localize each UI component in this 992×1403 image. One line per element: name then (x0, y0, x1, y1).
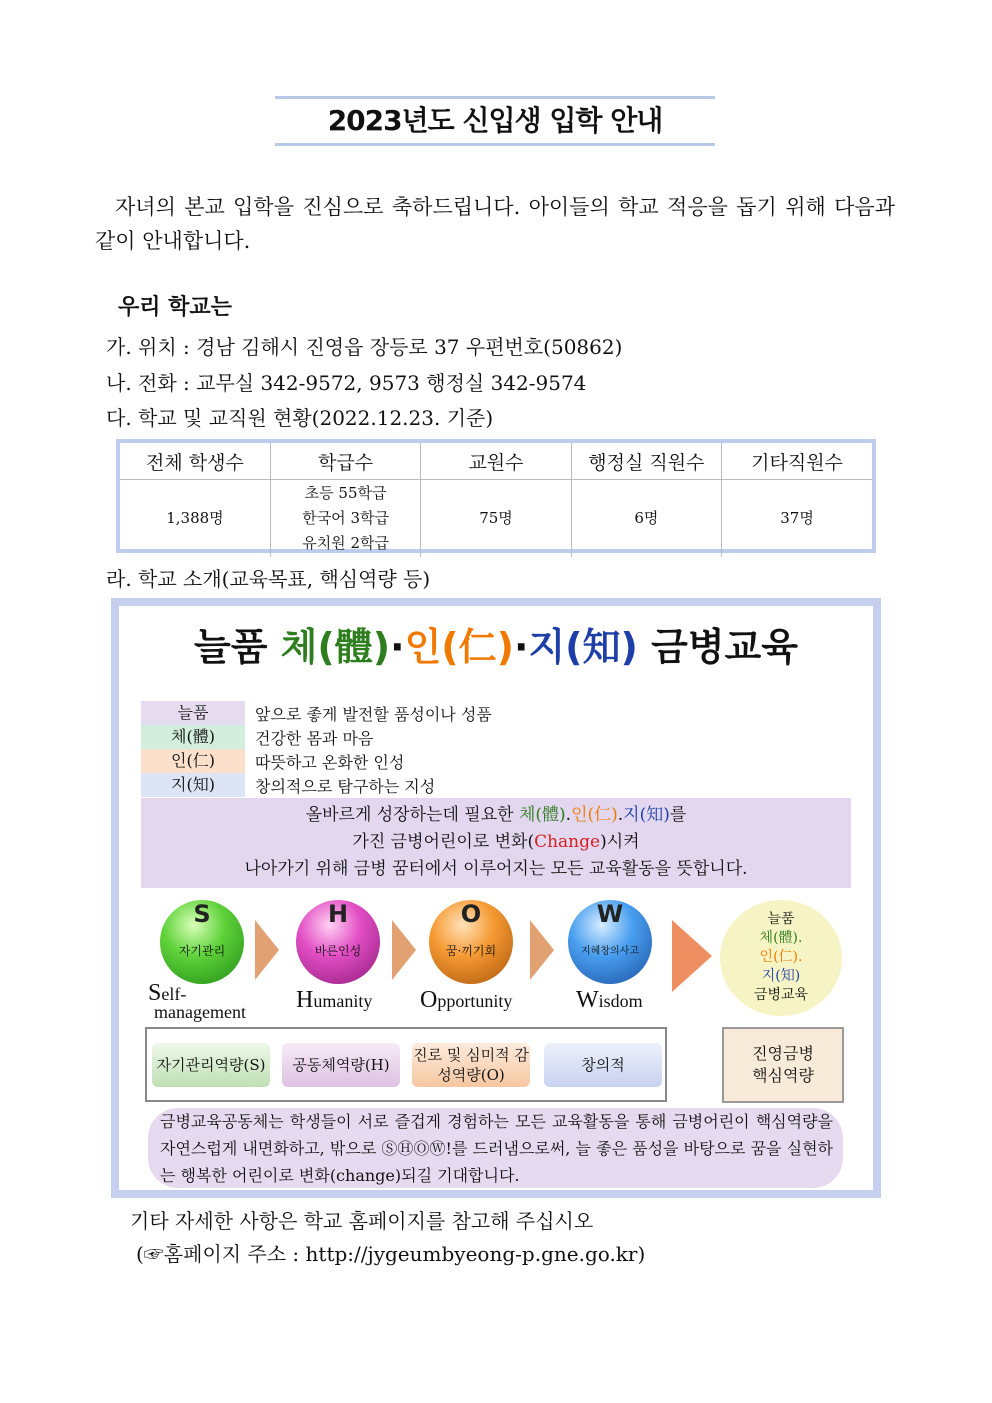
caption-rest: isdom (598, 991, 643, 1011)
purpose-line-2 (141, 829, 851, 856)
th-classes: 학급수 (270, 443, 420, 480)
show-orb-h (296, 900, 380, 984)
arrow-icon (392, 920, 416, 980)
orb-letter: H (327, 900, 349, 928)
motto-ji: 지(知) (528, 625, 638, 669)
definition-row (141, 725, 851, 749)
homepage-address: (☞홈페이지 주소 : http://jygeumbyeong-p.gne.go.kr) (136, 1242, 646, 1266)
definition-text: 앞으로 좋게 발전할 품성이나 성품 (255, 704, 492, 724)
arrow-icon (255, 920, 279, 980)
competency-career: 진로 및 심미적 감성역량(O) (412, 1043, 530, 1087)
school-status-heading: 다. 학교 및 교직원 현황(2022.12.23. 기준) (106, 406, 494, 430)
competency-self-management: 자기관리역량(S) (152, 1043, 270, 1087)
competency-creative: 창의적 (544, 1043, 662, 1087)
class-count-kindergarten: 유치원 2학급 (302, 534, 389, 552)
footer-note: 기타 자세한 사항은 학교 홈페이지를 참고해 주십시오 (130, 1209, 594, 1233)
goal-line: 금병교육 (753, 987, 809, 1003)
goal-in: 인(仁). (759, 949, 803, 965)
purpose-line-1 (141, 802, 851, 829)
show-caption-o (420, 987, 512, 1014)
purpose-text: 를 (669, 805, 687, 825)
th-other: 기타직원수 (722, 443, 872, 480)
purpose-text: 올바르게 성장하는데 필요한 (305, 805, 519, 825)
community-statement: 금병교육공동체는 학생들이 서로 즐겁게 경험하는 모든 교육활동을 통해 금병어린이 핵심역량을 자연스럽게 내면화하고, 밖으로 ⓈⒽⓄⓌ!를 드러냄으로써, 늘 좋은 품성을 바탕으로 꿈을 실현하는 행복한 어린이로 변화(change)되길 기대합니다. (148, 1108, 843, 1188)
school-location: 가. 위치 : 경남 김해시 진영읍 장등로 37 우편번호(50862) (106, 335, 623, 359)
orb-label: 꿈·끼기회 (445, 944, 497, 958)
definition-term: 지(知) (141, 773, 245, 797)
title-box (275, 96, 715, 146)
core-competency-box (722, 1027, 844, 1103)
goal-ji: 지(知) (761, 968, 801, 984)
stats-table-frame (116, 439, 876, 553)
core-line: 진영금병 (752, 1044, 814, 1063)
caption-initial: S (148, 980, 162, 1006)
th-teachers: 교원수 (421, 443, 571, 480)
goal-che: 체(體). (759, 930, 803, 946)
motto-suffix: 금병교육 (651, 625, 798, 669)
core-line: 핵심역량 (752, 1066, 814, 1085)
show-caption-w (576, 987, 643, 1014)
goal-circle (720, 900, 842, 1016)
definition-text: 창의적으로 탐구하는 지성 (255, 776, 436, 796)
show-orb-w (568, 900, 652, 984)
motto (0, 616, 992, 671)
arrow-icon (672, 920, 712, 992)
orb-label: 자기관리 (178, 944, 226, 958)
page-title: 2023년도 신입생 입학 안내 (327, 104, 663, 137)
definition-text: 건강한 몸과 마음 (255, 728, 374, 748)
purpose-text: )시켜 (600, 832, 640, 852)
caption-rest: pportunity (437, 991, 513, 1011)
orb-label: 지혜창의사고 (581, 946, 639, 957)
cell-classes (270, 480, 420, 558)
definition-row (141, 773, 851, 797)
purpose-dot: . (617, 805, 624, 825)
purpose-box (141, 798, 851, 888)
show-orb-o (429, 900, 513, 984)
cell-students: 1,388명 (166, 509, 224, 527)
arrow-icon (530, 920, 554, 980)
cell-teachers: 75명 (421, 480, 571, 558)
goal-line: 늘품 (767, 911, 795, 927)
definitions-list (141, 701, 851, 797)
show-caption-h (296, 987, 372, 1014)
th-admin: 행정실 직원수 (571, 443, 721, 480)
motto-in: 인(仁) (404, 625, 515, 669)
definition-row (141, 701, 851, 725)
motto-prefix: 늘품 (194, 625, 268, 669)
caption-rest: elf- (161, 984, 187, 1004)
orb-label: 바른인성 (314, 944, 362, 958)
purpose-ji: 지(知) (623, 805, 670, 825)
definition-text: 따뜻하고 온화한 인성 (255, 752, 405, 772)
purpose-che: 체(體) (518, 805, 566, 825)
definition-row (141, 749, 851, 773)
caption-rest: umanity (313, 991, 373, 1011)
definition-term: 늘품 (141, 701, 245, 725)
class-count-elementary: 초등 55학급 (304, 484, 387, 502)
school-intro-heading: 라. 학교 소개(교육목표, 핵심역량 등) (106, 567, 431, 591)
intro-paragraph: 자녀의 본교 입학을 진심으로 축하드립니다. 아이들의 학교 적응을 돕기 위해 다음과 같이 안내합니다. (95, 195, 895, 253)
purpose-line-3: 나아가기 위해 금병 꿈터에서 이루어지는 모든 교육활동을 뜻합니다. (244, 859, 748, 879)
orb-letter: W (596, 900, 624, 928)
orb-letter: S (193, 900, 211, 928)
class-count-korean: 한국어 3학급 (302, 509, 389, 527)
caption-initial: W (576, 987, 599, 1013)
show-caption-s (148, 980, 246, 1022)
definition-term: 인(仁) (141, 749, 245, 773)
cell-admin: 6명 (571, 480, 721, 558)
caption-initial: O (420, 987, 438, 1013)
orb-letter: O (460, 900, 482, 928)
definition-term: 체(體) (141, 725, 245, 749)
school-phone: 나. 전화 : 교무실 342-9572, 9573 행정실 342-9574 (106, 371, 587, 395)
motto-dot: · (390, 625, 405, 669)
caption-initial: H (296, 987, 314, 1013)
school-heading: 우리 학교는 (118, 294, 232, 320)
competency-community: 공동체역량(H) (282, 1043, 400, 1087)
purpose-text: 가진 금병어린이로 변화( (352, 832, 535, 852)
th-students: 전체 학생수 (120, 443, 270, 480)
motto-dot: · (514, 625, 529, 669)
purpose-dot: . (565, 805, 572, 825)
cell-other: 37명 (722, 480, 872, 558)
purpose-in: 인(仁) (571, 805, 618, 825)
stats-table (120, 443, 872, 557)
caption-line2: management (154, 1002, 246, 1022)
purpose-change: Change (534, 832, 601, 852)
show-orb-s (160, 900, 244, 984)
motto-che: 체(體) (280, 625, 391, 669)
